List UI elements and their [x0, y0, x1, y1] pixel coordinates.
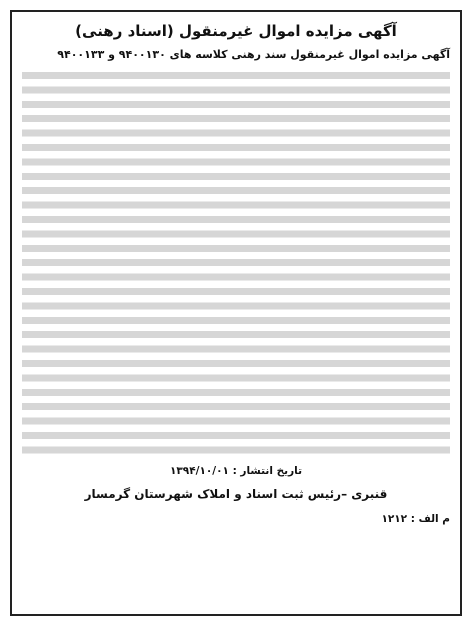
signature-line: قنبری –رئیس ثبت اسناد و املاک شهرستان گرمسار [84, 487, 388, 501]
notice-subheading: آگهی مزایده اموال غیرمنقول سند رهنی کلاسه های ۹۴۰۰۱۳۰ و ۹۴۰۰۱۳۳ [57, 48, 450, 61]
publication-date: تاریخ انتشار : ۱۳۹۴/۱۰/۰۱ [169, 465, 303, 477]
notice-headline: آگهی مزایده اموال غیرمنقول (اسناد رهنی) [75, 22, 397, 40]
auction-notice [10, 10, 462, 616]
reference-number: م الف : ۱۲۱۲ [381, 513, 450, 525]
notice-body-text [22, 67, 450, 459]
